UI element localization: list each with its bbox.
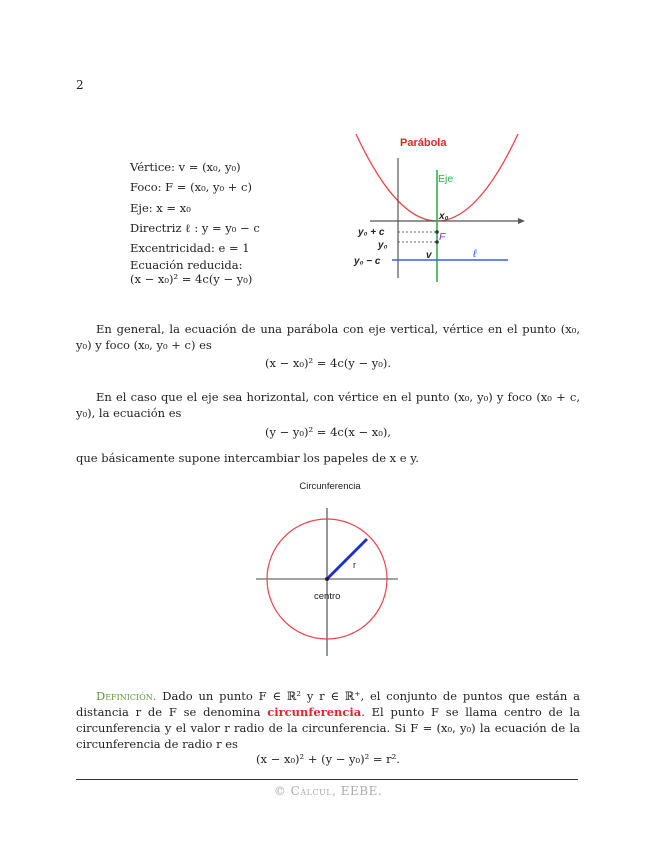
footer-rule [76, 779, 578, 780]
paragraph-horizontal-axis: En el caso que el eje sea horizontal, con vértice en el punto (x₀, y₀) y foco (x₀ + c, y₀), la ecuación es [76, 390, 580, 420]
horizontal-axis-arrow [518, 218, 525, 224]
page-number: 2 [76, 78, 84, 92]
definition-text-1: Dado un punto F ∈ ℝ² y r ∈ ℝ⁺, el conjunto de puntos que están a distancia r de F se denomina [76, 689, 580, 719]
x0-label: x₀ [439, 211, 449, 222]
axis-line: Eje: x = x₀ [130, 200, 191, 215]
circle-figure [250, 478, 410, 668]
eccentricity-line: Excentricidad: e = 1 [130, 241, 250, 256]
circle-title: Circunferencia [299, 481, 361, 492]
focus-line: Foco: F = (x₀, y₀ + c) [130, 180, 252, 195]
axis-label: Eje [438, 173, 454, 185]
definition-text-2: . El punto F se llama centro de la circunferencia y el valor r radio de la circunferencia. Si F = (x₀, y₀) la ecuación de la circunferencia de radio r es [76, 705, 581, 751]
y0-label: y₀ [378, 240, 388, 251]
directrix-line: Directriz ℓ : y = y₀ − c [130, 220, 260, 235]
vertex-line: Vértice: v = (x₀, y₀) [130, 160, 241, 174]
parabola-properties [130, 157, 260, 286]
paragraph-vertical-axis: En general, la ecuación de una parábola con eje vertical, vértice en el punto (x₀, y₀) y foco (x₀, y₀ + c) es [76, 322, 580, 352]
y0-plus-c-label: y₀ + c [358, 227, 385, 238]
definition-paragraph [76, 688, 580, 752]
parabola-figure [340, 128, 530, 290]
paragraph-swap: que básicamente supone intercambiar los papeles de x e y. [76, 451, 419, 465]
vertex-label: v [426, 250, 432, 261]
equation-horizontal: (y − y₀)² = 4c(x − x₀), [265, 425, 391, 439]
radius-segment [327, 539, 367, 579]
parabola-title: Parábola [400, 137, 447, 149]
y0-minus-c-label: y₀ − c [354, 256, 381, 267]
radius-label: r [353, 560, 356, 570]
directrix-label: ℓ [473, 248, 477, 260]
equation-vertical: (x − x₀)² = 4c(y − y₀). [265, 356, 391, 370]
reduced-equation-label: Ecuación reducida: [130, 258, 243, 273]
center-label: centro [314, 591, 341, 602]
footer-text: © Càlcul, EEBE. [273, 784, 383, 798]
circle-equation: (x − x₀)² + (y − y₀)² = r². [256, 752, 400, 766]
focus-label: F [439, 231, 446, 243]
definition-term: circunferencia [267, 705, 362, 719]
center-point [325, 577, 329, 581]
definition-title: Definición. [96, 689, 157, 703]
reduced-equation: (x − x₀)² = 4c(y − y₀) [130, 272, 253, 287]
